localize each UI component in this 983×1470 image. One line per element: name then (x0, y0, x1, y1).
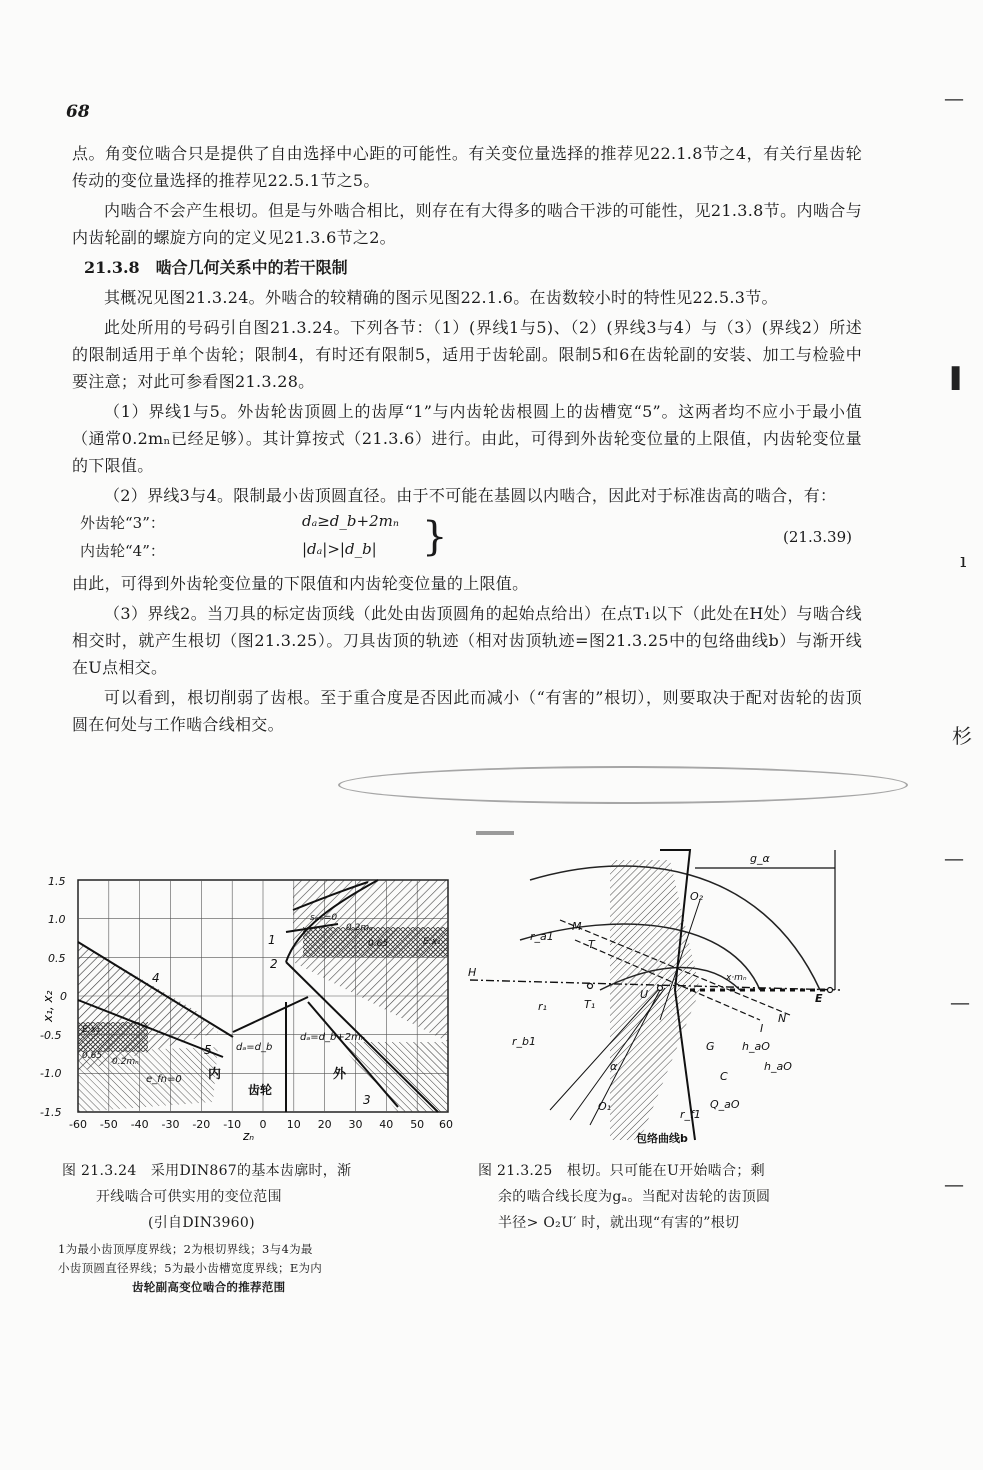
diagram-label: G (706, 1040, 715, 1053)
diagram-label: T₁ (584, 998, 596, 1011)
figure-21-3-24 (38, 872, 458, 1146)
x-tick: 20 (317, 1118, 332, 1131)
curve-label: 0.65 (82, 1051, 103, 1061)
diagram-label: U (640, 988, 649, 1001)
region-label: 外 (333, 1067, 347, 1082)
curve-label: dₐ=d_b (236, 1042, 273, 1053)
curve-label: 2 (270, 957, 278, 971)
equation-number: (21.3.39) (783, 528, 852, 546)
diagram-label: E (815, 992, 823, 1005)
diagram-label: g_α (750, 852, 770, 865)
y-tick: 1.0 (48, 913, 66, 926)
diagram-label: x·mₙ (726, 973, 747, 983)
caption-line: 图 21.3.25 根切。只可能在U开始啮合；剩 (478, 1163, 765, 1179)
formula-block (72, 512, 862, 570)
curve-label: 0.2mₙ (112, 1057, 139, 1067)
curve-label: sₐₘ=0 (310, 913, 338, 923)
x-tick: -30 (161, 1118, 180, 1131)
curve-label: dₐ=d_b+2mₙ (300, 1032, 365, 1043)
divider-mark (476, 831, 514, 835)
x-tick: -50 (99, 1118, 118, 1131)
caption-line: 余的啮合线长度为gₐ。当配对齿轮的齿顶圆 (498, 1189, 771, 1205)
formula-expression: |dₐ|>|d_b| (302, 540, 377, 558)
margin-mark: 杉 (952, 724, 972, 748)
diagram-label: r_f1 (680, 1108, 701, 1121)
body-text (72, 140, 862, 741)
curve-label: E:x₁ (82, 1025, 100, 1035)
y-axis-label: x₁, x₂ (41, 990, 55, 1022)
undercut-diagram (460, 840, 880, 1150)
formula-expression: dₐ≥d_b+2mₙ (302, 512, 399, 530)
section-heading: 21.3.8 啮合几何关系中的若干限制 (84, 258, 348, 277)
curve-label: 1 (268, 933, 276, 947)
curve-label: E:x₁ (423, 937, 441, 947)
diagram-label: T (588, 938, 595, 951)
margin-mark: — (950, 990, 970, 1014)
y-tick: -1.0 (40, 1067, 62, 1080)
x-tick: 10 (286, 1118, 301, 1131)
caption-figure-21-3-25 (478, 1158, 838, 1236)
region-label: 齿轮 (248, 1083, 273, 1097)
hatched-region (293, 880, 448, 1042)
diagram-label: I (760, 1022, 764, 1035)
point-marker (828, 988, 833, 993)
diagram-label: r₁ (538, 1000, 547, 1013)
paragraph: （2）界线3与4。限制最小齿顶圆直径。由于不可能在基圆以内啮合，因此对于标准齿高的啮合，有： (104, 486, 837, 505)
diagram-label: α (610, 1060, 618, 1073)
diagram-label: 包络曲线b (636, 1132, 688, 1145)
y-tick: 1.5 (48, 875, 66, 888)
x-tick: 40 (379, 1118, 394, 1131)
paragraph: 内啮合不会产生根切。但是与外啮合相比，则存在有大得多的啮合干涉的可能性，见21.3.8节。内啮合与内齿轮副的螺旋方向的定义见21.3.6节之2。 (72, 201, 862, 247)
margin-mark: ▌ (952, 366, 968, 390)
curve-label: e_fn=0 (146, 1074, 182, 1085)
diagram-label: H (468, 966, 477, 979)
x-tick: 30 (348, 1118, 363, 1131)
curve-label: 4 (152, 971, 160, 985)
diagram-label: O₁ (598, 1100, 612, 1113)
paragraph: 此处所用的号码引自图21.3.24。下列各节：（1）(界线1与5)、（2）(界线3与4）与（3）(界线2）所述的限制适用于单个齿轮；限制4，有时还有限制5，适用于齿轮副。限制5和6在齿轮副的安装、加工与检验中要注意；对此可参看图21.3.28。 (72, 318, 862, 391)
shift-range-diagram (38, 872, 458, 1142)
page-number: 68 (66, 102, 90, 122)
point-marker (658, 986, 663, 991)
margin-mark: ı (960, 548, 967, 572)
caption-note-line: 小齿顶圆直径界线；5为最小齿槽宽度界线；E为内 (58, 1261, 323, 1275)
x-tick: -40 (130, 1118, 149, 1131)
paragraph: 其概况见图21.3.24。外啮合的较精确的图示见图22.1.6。在齿数较小时的特性见22.5.3节。 (104, 288, 778, 307)
paragraph: 点。角变位啮合只是提供了自由选择中心距的可能性。有关变位量选择的推荐见22.1.8节之4，有关行星齿轮传动的变位量选择的推荐见22.5.1节之5。 (72, 144, 862, 190)
x-tick: 0 (259, 1118, 267, 1131)
y-tick: 0.5 (48, 952, 66, 965)
curve-label: 3 (363, 1093, 371, 1107)
diagram-label: O₂ (690, 890, 704, 903)
caption-line: (引自DIN3960) (148, 1215, 255, 1231)
diagram-label: h_aO (742, 1040, 770, 1053)
curve-label: 0.65 (368, 939, 389, 949)
curve-label: 0.2mₙ (346, 923, 373, 933)
caption-line: 半径> O₂U′ 时，就出现“有害的”根切 (498, 1215, 740, 1231)
margin-mark: — (944, 1172, 964, 1196)
y-tick: 0 (60, 990, 67, 1003)
x-axis-label: zₙ (243, 1129, 255, 1142)
diagram-label: Q_aO (710, 1098, 740, 1111)
y-tick: -0.5 (40, 1029, 62, 1042)
y-tick: -1.5 (40, 1106, 62, 1119)
formula-label: 内齿轮“4”： (80, 542, 165, 560)
caption-note-line: 齿轮副高变位啮合的推荐范围 (132, 1280, 286, 1294)
diagram-label: r_a1 (530, 930, 554, 943)
paragraph: 可以看到，根切削弱了齿根。至于重合度是否因此而减小（“有害的”根切），则要取决于配对齿轮的齿顶圆在何处与工作啮合线相交。 (72, 688, 862, 734)
caption-figure-21-3-24 (62, 1158, 422, 1236)
margin-mark: — (944, 86, 964, 110)
paragraph: （1）界线1与5。外齿轮齿顶圆上的齿厚“1”与内齿轮齿根圆上的齿槽宽“5”。这两者均不应小于最小值（通常0.2mₙ已经足够）。其计算按式（21.3.6）进行。由此，可得到外齿轮变位量的上限值，内齿轮变位量的下限值。 (72, 402, 862, 475)
diagram-label: h_aO (764, 1060, 792, 1073)
diagram-label: M (572, 920, 582, 933)
pencil-highlight-oval (338, 766, 908, 804)
x-tick: 50 (410, 1118, 425, 1131)
brace-icon: } (422, 514, 448, 560)
x-tick: -10 (223, 1118, 242, 1131)
figure-21-3-25 (460, 840, 880, 1154)
paragraph: （3）界线2。当刀具的标定齿顶线（此处由齿顶圆角的起始点给出）在点T₁以下（此处在H处）与啮合线相交时，就产生根切（图21.3.25）。刀具齿顶的轨迹（相对齿顶轨迹=图21.3.25中的包络曲线b）与渐开线在U点相交。 (72, 604, 862, 677)
diagram-label: C (720, 1070, 728, 1083)
caption-line: 开线啮合可供实用的变位范围 (96, 1189, 282, 1205)
curve-label: 5 (204, 1043, 212, 1057)
paragraph: 由此，可得到外齿轮变位量的下限值和内齿轮变位量的上限值。 (72, 574, 529, 593)
formula-label: 外齿轮“3”： (80, 514, 165, 532)
diagram-label: r_b1 (512, 1035, 537, 1048)
margin-mark: — (944, 846, 964, 870)
region-label: 内 (208, 1067, 222, 1082)
x-tick: 60 (439, 1118, 453, 1131)
caption-line: 图 21.3.24 采用DIN867的基本齿廓时，渐 (62, 1163, 352, 1179)
point-marker (588, 984, 593, 989)
caption-note-line: 1为最小齿顶厚度界线；2为根切界线；3与4为最 (58, 1242, 313, 1256)
caption-note (58, 1240, 418, 1297)
diagram-label: N (778, 1012, 787, 1025)
x-tick: -60 (69, 1118, 87, 1131)
x-tick: -20 (192, 1118, 211, 1131)
